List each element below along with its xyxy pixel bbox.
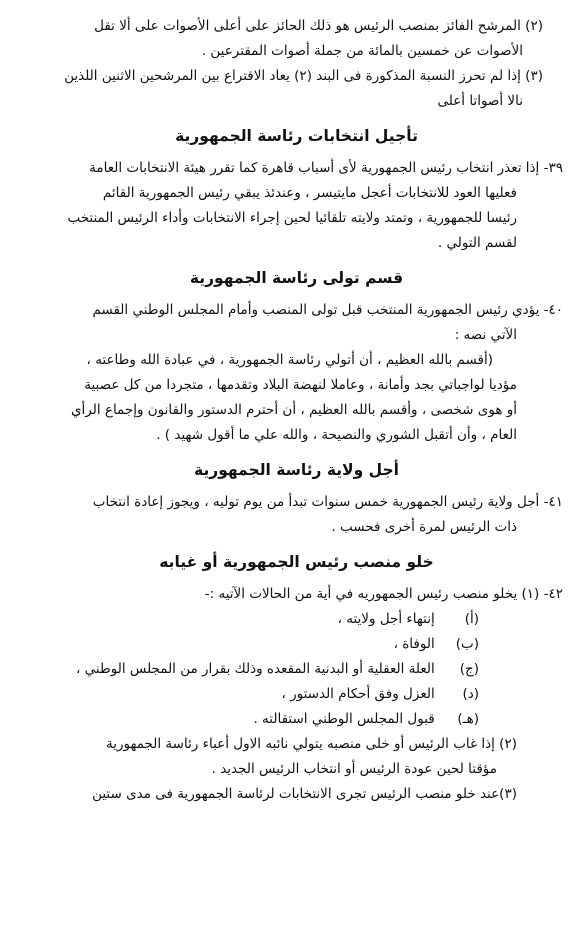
section-heading-term: أجل ولاية رئاسة الجمهورية bbox=[194, 461, 399, 479]
case-text: العزل وفق أحكام الدستور ، bbox=[281, 686, 435, 702]
text-line: ٤٠- يؤدي رئيس الجمهورية المنتخب قبل تولى المنصب وأمام المجلس الوطني القسم bbox=[92, 302, 563, 318]
text-line: مؤقتا لحين عودة الرئيس أو انتخاب الرئيس الجديد . bbox=[211, 761, 497, 777]
text-line: أو هوى شخصى ، وأقسم بالله العظيم ، أن أحترم الدستور والقانون وإجماع الرأي bbox=[70, 402, 517, 418]
article-39 bbox=[30, 156, 563, 256]
article-42 bbox=[30, 582, 563, 607]
text-line: الآتي نصه : bbox=[454, 327, 517, 343]
article-42-item-3 bbox=[30, 782, 563, 807]
text-line: ذات الرئيس لمرة أخرى فحسب . bbox=[331, 519, 517, 535]
text-line: (٣)عند خلو منصب الرئيس تجرى الانتخابات لرئاسة الجمهورية فى مدى ستين bbox=[92, 786, 517, 802]
text-line: ٤١- أجل ولاية رئيس الجمهورية خمس سنوات تبدأ من يوم توليه ، ويجوز إعادة انتخاب bbox=[92, 494, 563, 510]
article-42-item-2 bbox=[30, 732, 563, 782]
text-line: نالا أصواتا أعلى bbox=[437, 93, 523, 109]
text-line: (٢) إذا غاب الرئيس أو خلى منصبه يتولي نائبه الاول أعباء رئاسة الجمهورية bbox=[106, 736, 517, 752]
text-line: العام ، وأن أتقبل الشوري والنصيحة ، والله علي ما أقول شهيد ) . bbox=[156, 427, 517, 443]
list-item bbox=[30, 707, 479, 732]
article-40 bbox=[30, 298, 563, 348]
case-text: قبول المجلس الوطني استقالته . bbox=[253, 711, 435, 727]
intro-item-3 bbox=[30, 64, 563, 114]
text-line: الأصوات عن خمسين بالمائة من جملة أصوات المقترعين . bbox=[201, 43, 523, 59]
text-line: مؤديا لواجباتي بجد وأمانة ، وعاملا لنهضة البلاد وتقدمها ، متجردا من كل عصبية bbox=[84, 377, 517, 393]
text-line: (٢) المرشح الفائز بمنصب الرئيس هو ذلك الحائز على أعلى الأصوات على ألا تقل bbox=[94, 18, 543, 34]
case-mark: (أ) bbox=[464, 611, 479, 627]
section-heading-vacancy: خلو منصب رئيس الجمهورية أو غيابه bbox=[159, 553, 434, 571]
text-line: فعليها العود للانتخابات أعجل مايتيسر ، وعندئذ يبقي رئيس الجمهورية القائم bbox=[102, 185, 517, 201]
article-41 bbox=[30, 490, 563, 540]
section-heading-oath: قسم تولى رئاسة الجمهورية bbox=[189, 269, 404, 287]
oath-text bbox=[30, 348, 563, 448]
case-mark: (ج) bbox=[459, 661, 479, 677]
case-mark: (د) bbox=[462, 686, 479, 702]
case-text: العلة العقلية أو البدنية المقعده وذلك بقرار من المجلس الوطني ، bbox=[76, 661, 435, 677]
intro-item-2 bbox=[30, 14, 563, 64]
text-line: لقسم التولي . bbox=[437, 235, 517, 251]
list-item bbox=[30, 632, 479, 657]
list-item bbox=[30, 657, 479, 682]
case-text: إنتهاء أجل ولايته ، bbox=[337, 611, 435, 627]
section-heading-postponement: تأجيل انتخابات رئاسة الجمهورية bbox=[175, 127, 418, 145]
case-text: الوفاة ، bbox=[393, 636, 435, 652]
list-item bbox=[30, 607, 479, 632]
text-line: ٤٢- (١) يخلو منصب رئيس الجمهوريه في أية من الحالات الآتيه :- bbox=[204, 586, 563, 602]
list-item bbox=[30, 682, 479, 707]
text-line: (٣) إذا لم تحرز النسبة المذكورة فى البند (٢) يعاد الاقتراع بين المرشحين الاثنين اللذين bbox=[64, 68, 543, 84]
text-line: رئيسا للجمهورية ، وتمتد ولايته تلقائيا لحين إجراء الانتخابات وأداء الرئيس المنتخب bbox=[67, 210, 517, 226]
case-mark: (هـ) bbox=[457, 711, 479, 727]
case-mark: (ب) bbox=[455, 636, 479, 652]
text-line: ٣٩- إذا تعذر انتخاب رئيس الجمهورية لأى أسباب قاهرة كما تقرر هيئة الانتخابات العامة bbox=[89, 160, 563, 176]
text-line: (أقسم بالله العظيم ، أن أتولي رئاسة الجمهورية ، في عبادة الله وطاعته ، bbox=[86, 352, 493, 368]
vacancy-cases-list bbox=[30, 607, 563, 732]
